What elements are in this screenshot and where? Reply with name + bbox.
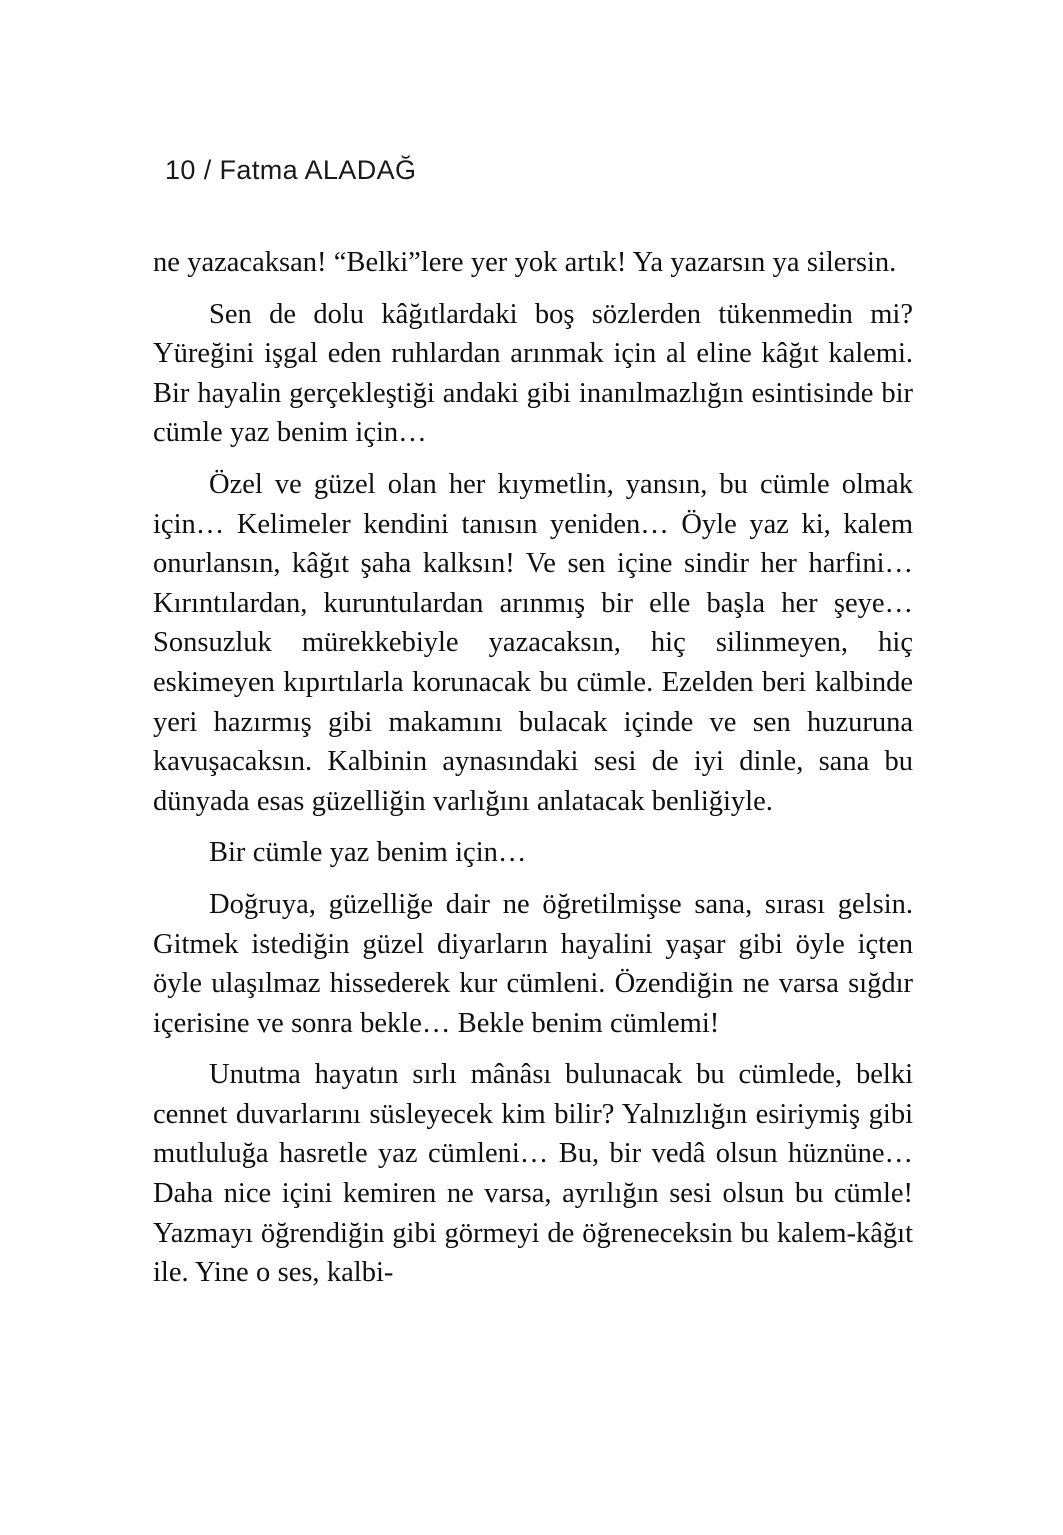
body-paragraph: Sen de dolu kâğıtlardaki boş sözlerden tükenmedin mi? Yüreğini işgal eden ruhlardan arınmak için al eline kâğıt kalemi. Bir hayalin gerçekleştiği andaki gibi inanılmazlığın esintisinde bir cümle yaz benim için…	[153, 298, 913, 449]
body-paragraph: Unutma hayatın sırlı mânâsı bulunacak bu cümlede, belki cennet duvarlarını süsleyecek kim bilir? Yalnızlığın esiriymiş gibi mutluluğa hasretle yaz cümleni… Bu, bir vedâ olsun hüznüne… Daha nice içini kemiren ne varsa, ayrılığın sesi olsun bu cümle! Yazmayı öğrendiğin gibi görmeyi de öğreneceksin bu kalem-kâğıt ile. Yine o ses, kalbi-	[153, 1059, 913, 1289]
body-paragraph: Bir cümle yaz benim için…	[209, 837, 527, 869]
running-header: 10 / Fatma ALADAĞ	[165, 155, 417, 185]
body-paragraph: ne yazacaksan! “Belki”lere yer yok artık! Ya yazarsın ya silersin.	[153, 247, 897, 278]
body-paragraph: Özel ve güzel olan her kıymetlin, yansın, bu cümle olmak için… Kelimeler kendini tanısın yeniden… Öyle yaz ki, kalem onurlansın, kâğıt şaha kalksın! Ve sen içine sindir her harfini… Kırıntılardan, kuruntulardan arınmış bir elle başla her şeye… Sonsuzluk mürekkebiyle yazacaksın, hiç silinmeyen, hiç eskimeyen kıpırtılarla korunacak bu cümle. Ezelden beri kalbinde yeri hazırmış gibi makamını bulacak içinde ve sen huzuruna kavuşacaksın. Kalbinin aynasındaki sesi de iyi dinle, sana bu dünyada esas güzelliğin varlığını anlatacak benliğiyle.	[153, 468, 913, 817]
body-paragraph: Doğruya, güzelliğe dair ne öğretilmişse sana, sırası gelsin. Gitmek istediğin güzel diyarların hayalini yaşar gibi öyle içten öyle ulaşılmaz hissederek kur cümleni. Özendiğin ne varsa sığdır içerisine ve sonra bekle… Bekle benim cümlemi!	[153, 888, 913, 1039]
body-text-column	[153, 243, 913, 1293]
